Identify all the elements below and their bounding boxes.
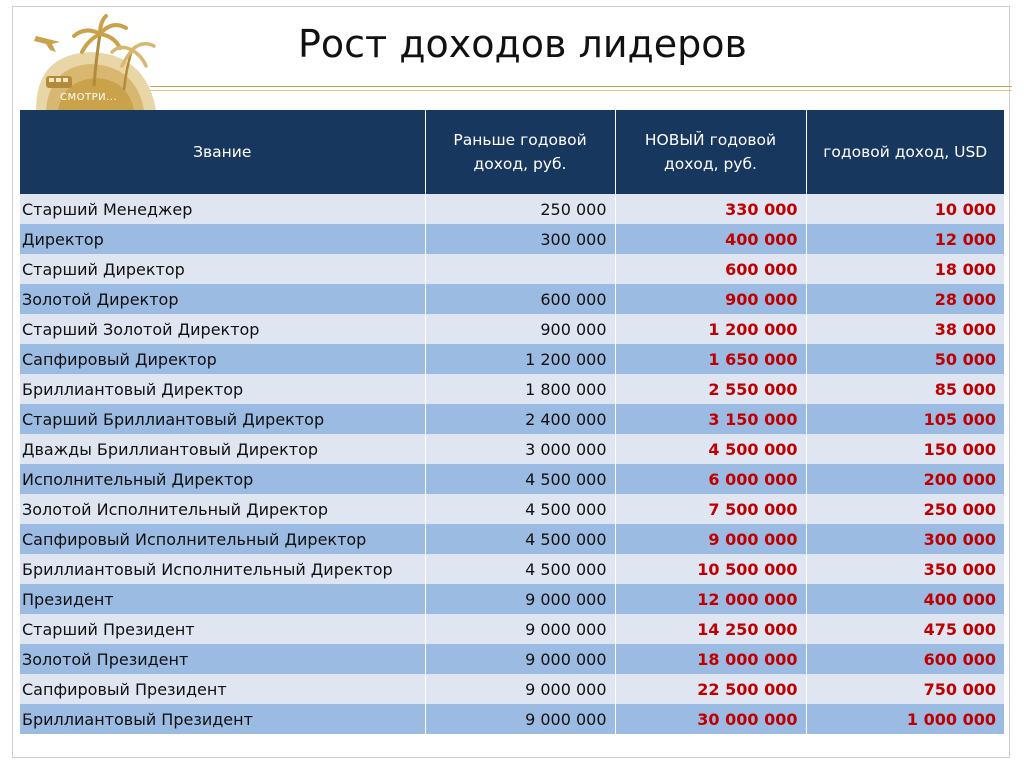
rank-cell: Сапфировый Исполнительный Директор	[20, 524, 425, 554]
old-income-cell: 9 000 000	[425, 644, 615, 674]
usd-income-cell: 600 000	[806, 644, 1004, 674]
table-row	[20, 704, 1004, 734]
table-row	[20, 464, 1004, 494]
old-income-cell: 300 000	[425, 224, 615, 254]
new-income-cell: 22 500 000	[615, 674, 806, 704]
new-income-cell: 900 000	[615, 284, 806, 314]
table-row	[20, 404, 1004, 434]
header-old-income: Раньше годовой доход, руб.	[425, 110, 615, 194]
table-row	[20, 434, 1004, 464]
old-income-cell: 9 000 000	[425, 704, 615, 734]
title-divider	[150, 86, 1012, 87]
usd-income-cell: 750 000	[806, 674, 1004, 704]
rank-cell: Старший Менеджер	[20, 194, 425, 224]
old-income-cell: 250 000	[425, 194, 615, 224]
usd-income-cell: 105 000	[806, 404, 1004, 434]
rank-cell: Бриллиантовый Президент	[20, 704, 425, 734]
old-income-cell: 2 400 000	[425, 404, 615, 434]
new-income-cell: 7 500 000	[615, 494, 806, 524]
usd-income-cell: 475 000	[806, 614, 1004, 644]
table-row	[20, 284, 1004, 314]
table-row	[20, 254, 1004, 284]
usd-income-cell: 38 000	[806, 314, 1004, 344]
rank-cell: Бриллиантовый Исполнительный Директор	[20, 554, 425, 584]
rank-cell: Сапфировый Президент	[20, 674, 425, 704]
new-income-cell: 4 500 000	[615, 434, 806, 464]
old-income-cell: 600 000	[425, 284, 615, 314]
rank-cell: Сапфировый Директор	[20, 344, 425, 374]
rank-cell: Золотой Директор	[20, 284, 425, 314]
usd-income-cell: 28 000	[806, 284, 1004, 314]
usd-income-cell: 1 000 000	[806, 704, 1004, 734]
table-row	[20, 374, 1004, 404]
old-income-cell: 4 500 000	[425, 494, 615, 524]
table-row	[20, 194, 1004, 224]
table-row	[20, 494, 1004, 524]
table-row	[20, 314, 1004, 344]
header-new-income: НОВЫЙ годовой доход, руб.	[615, 110, 806, 194]
income-table	[20, 110, 1004, 734]
usd-income-cell: 350 000	[806, 554, 1004, 584]
header-rank: Звание	[20, 110, 425, 194]
new-income-cell: 1 200 000	[615, 314, 806, 344]
new-income-cell: 1 650 000	[615, 344, 806, 374]
old-income-cell: 3 000 000	[425, 434, 615, 464]
table-row	[20, 524, 1004, 554]
old-income-cell: 9 000 000	[425, 614, 615, 644]
new-income-cell: 9 000 000	[615, 524, 806, 554]
old-income-cell: 1 800 000	[425, 374, 615, 404]
rank-cell: Дважды Бриллиантовый Директор	[20, 434, 425, 464]
new-income-cell: 600 000	[615, 254, 806, 284]
old-income-cell: 4 500 000	[425, 554, 615, 584]
table-row	[20, 344, 1004, 374]
table-row	[20, 674, 1004, 704]
table-row	[20, 224, 1004, 254]
new-income-cell: 10 500 000	[615, 554, 806, 584]
new-income-cell: 3 150 000	[615, 404, 806, 434]
usd-income-cell: 10 000	[806, 194, 1004, 224]
rank-cell: Директор	[20, 224, 425, 254]
usd-income-cell: 18 000	[806, 254, 1004, 284]
rank-cell: Старший Директор	[20, 254, 425, 284]
usd-income-cell: 200 000	[806, 464, 1004, 494]
table-header-row	[20, 110, 1004, 194]
usd-income-cell: 300 000	[806, 524, 1004, 554]
rank-cell: Бриллиантовый Директор	[20, 374, 425, 404]
new-income-cell: 14 250 000	[615, 614, 806, 644]
new-income-cell: 18 000 000	[615, 644, 806, 674]
rank-cell: Старший Президент	[20, 614, 425, 644]
new-income-cell: 330 000	[615, 194, 806, 224]
old-income-cell	[425, 254, 615, 284]
old-income-cell: 1 200 000	[425, 344, 615, 374]
table-body	[20, 194, 1004, 734]
table-row	[20, 554, 1004, 584]
old-income-cell: 9 000 000	[425, 584, 615, 614]
old-income-cell: 4 500 000	[425, 464, 615, 494]
new-income-cell: 6 000 000	[615, 464, 806, 494]
title-divider-secondary	[150, 90, 1012, 91]
usd-income-cell: 150 000	[806, 434, 1004, 464]
new-income-cell: 2 550 000	[615, 374, 806, 404]
new-income-cell: 12 000 000	[615, 584, 806, 614]
usd-income-cell: 400 000	[806, 584, 1004, 614]
rank-cell: Золотой Президент	[20, 644, 425, 674]
usd-income-cell: 250 000	[806, 494, 1004, 524]
old-income-cell: 900 000	[425, 314, 615, 344]
usd-income-cell: 50 000	[806, 344, 1004, 374]
old-income-cell: 9 000 000	[425, 674, 615, 704]
new-income-cell: 30 000 000	[615, 704, 806, 734]
new-income-cell: 400 000	[615, 224, 806, 254]
usd-income-cell: 12 000	[806, 224, 1004, 254]
rank-cell: Президент	[20, 584, 425, 614]
rank-cell: Золотой Исполнительный Директор	[20, 494, 425, 524]
table-row	[20, 614, 1004, 644]
table-row	[20, 644, 1004, 674]
page-title: Рост доходов лидеров	[298, 22, 747, 66]
rank-cell: Старший Бриллиантовый Директор	[20, 404, 425, 434]
old-income-cell: 4 500 000	[425, 524, 615, 554]
rank-cell: Исполнительный Директор	[20, 464, 425, 494]
rank-cell: Старший Золотой Директор	[20, 314, 425, 344]
table-row	[20, 584, 1004, 614]
logo-text: СМОТРИ...	[60, 92, 118, 103]
header-income-usd: годовой доход, USD	[806, 110, 1004, 194]
usd-income-cell: 85 000	[806, 374, 1004, 404]
